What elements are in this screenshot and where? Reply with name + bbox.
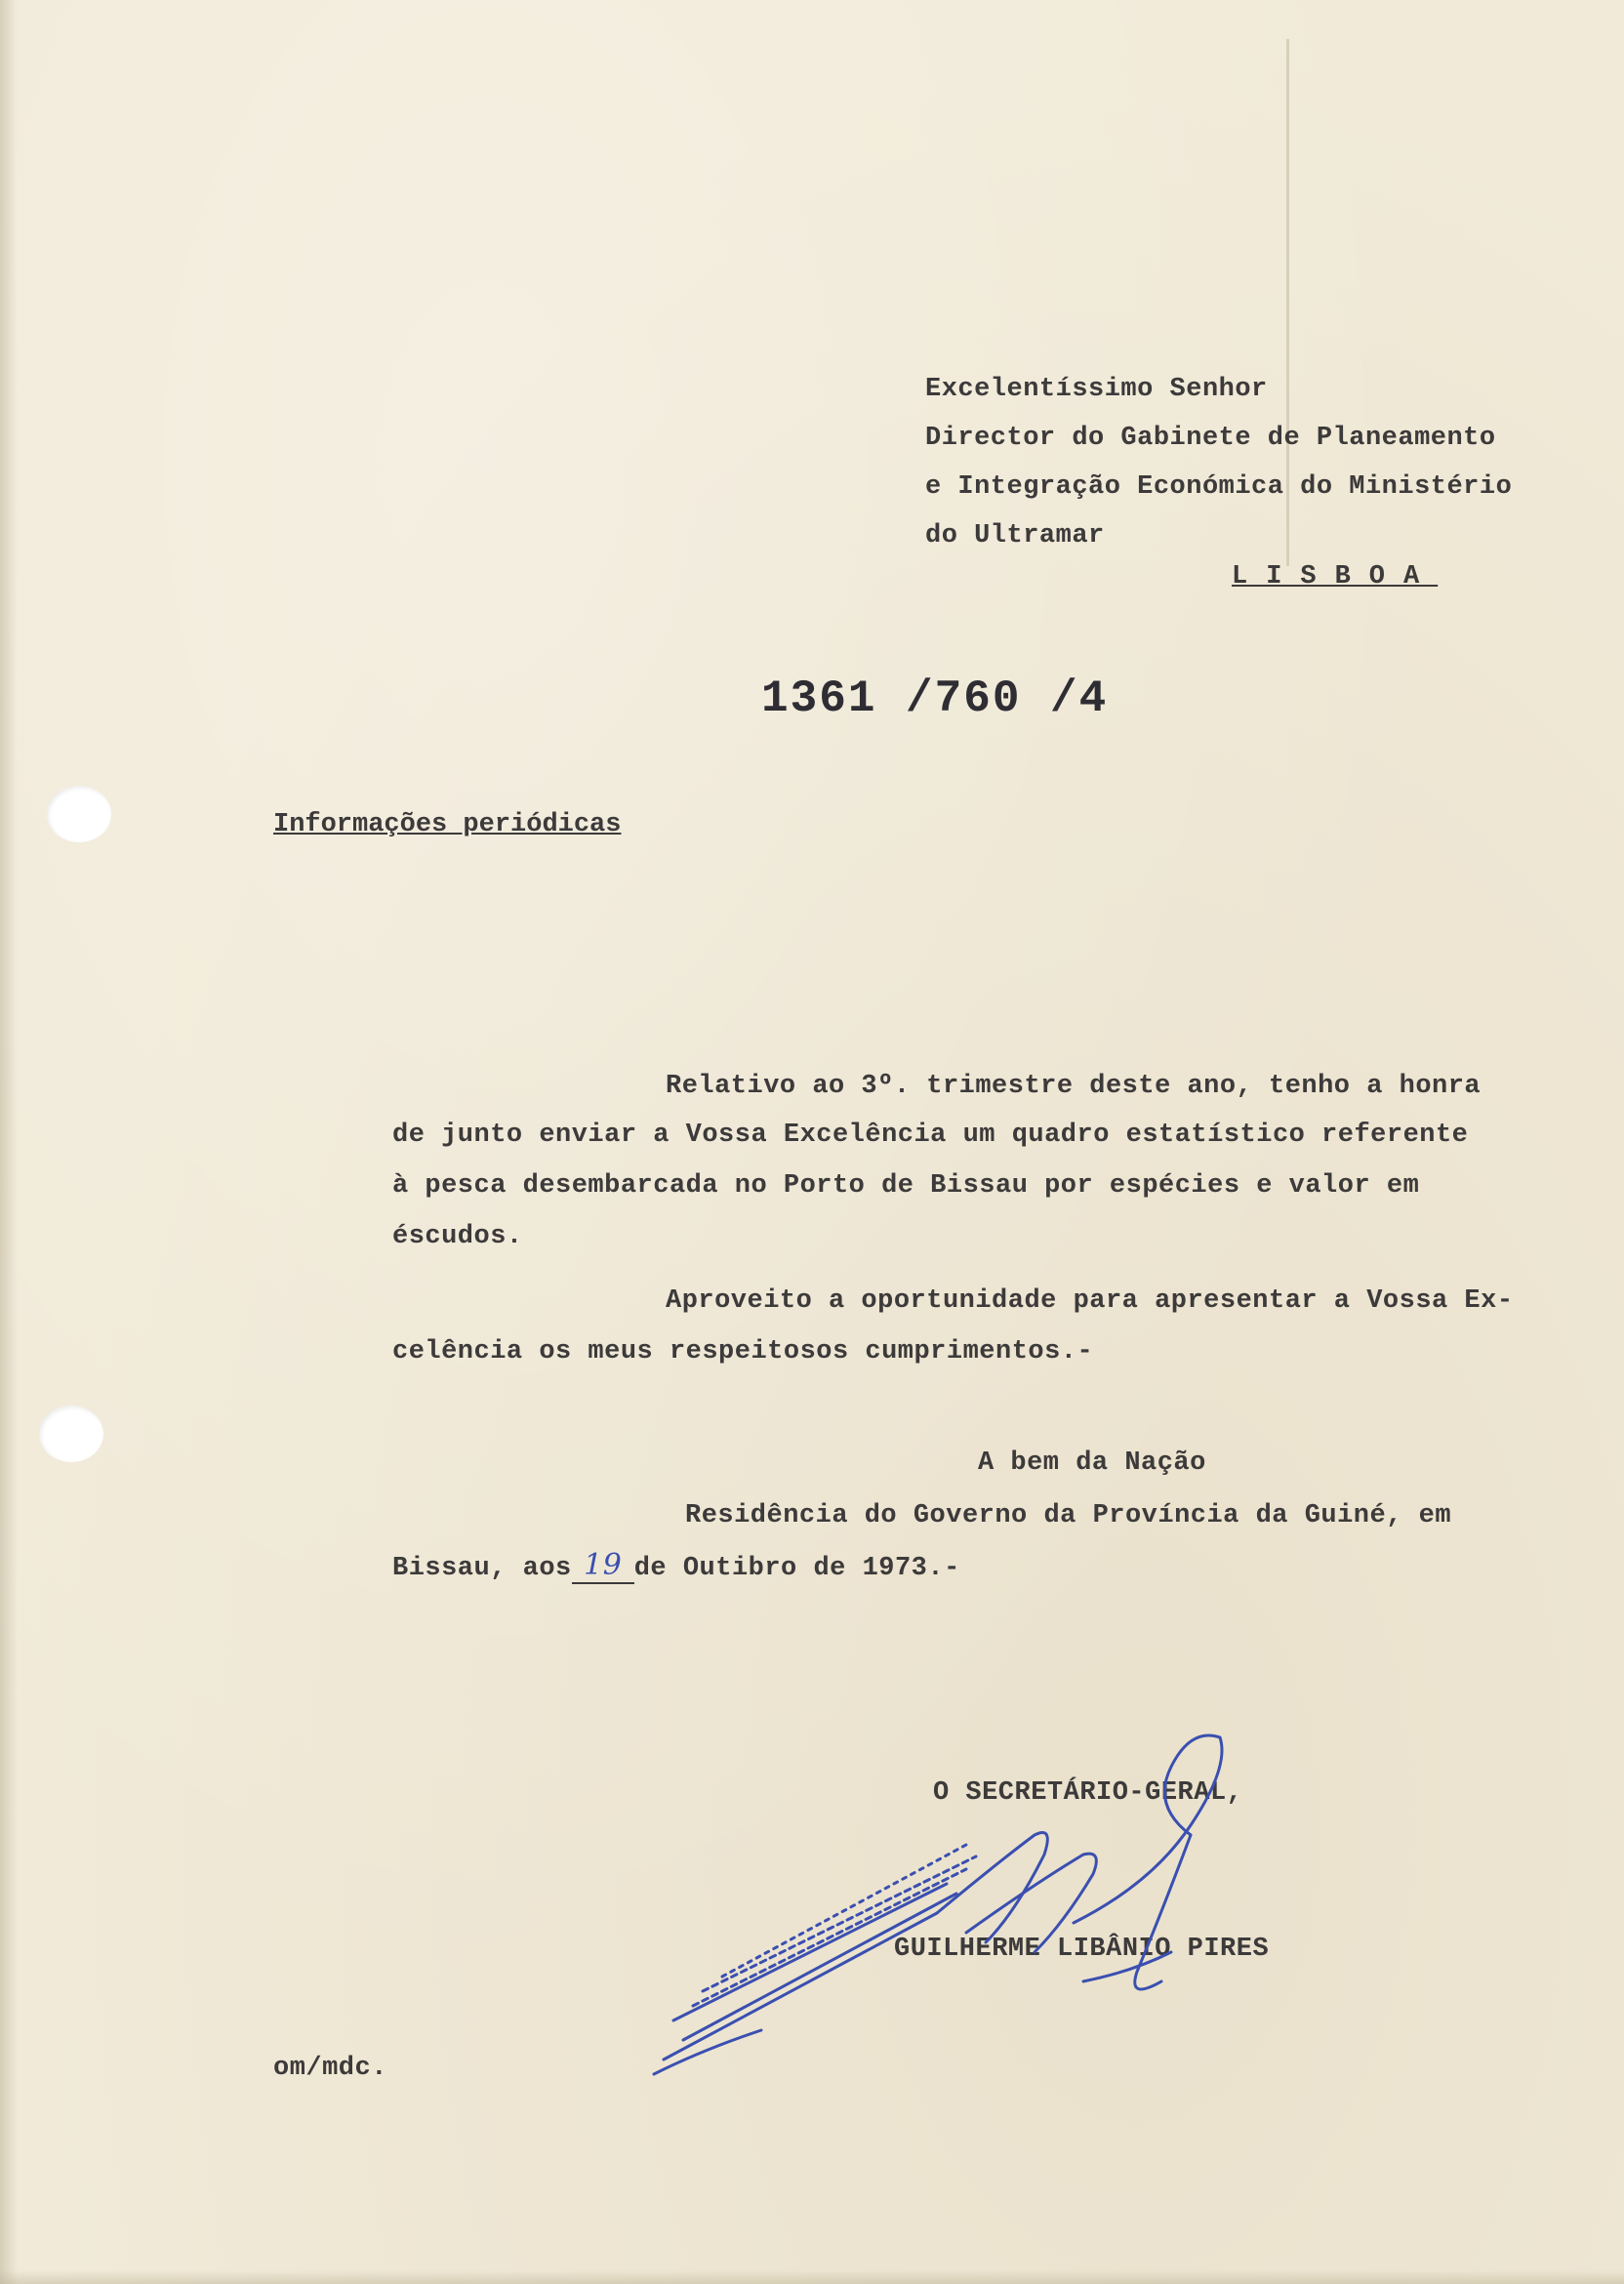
- body-p1-line-2: de junto enviar a Vossa Excelência um quadro estatístico referente: [392, 1121, 1469, 1150]
- closing-place-line: Residência do Governo da Província da Guiné, em: [685, 1501, 1452, 1530]
- body-p1-line-1: Relativo ao 3º. trimestre deste ano, tenho a honra: [666, 1072, 1482, 1101]
- date-prefix: Bissau, aos: [392, 1554, 572, 1583]
- body-p1-line-4: éscudos.: [392, 1222, 523, 1251]
- handwritten-signature: [644, 1689, 1347, 2099]
- body-p2-line-1: Aproveito a oportunidade para apresentar a Vossa Ex-: [666, 1286, 1514, 1316]
- signatory-name: GUILHERME LIBÂNIO PIRES: [894, 1935, 1270, 1964]
- subject-line: Informações periódicas: [273, 810, 622, 839]
- punch-hole-top: [47, 786, 111, 842]
- closing-salutation: A bem da Nação: [978, 1448, 1206, 1478]
- closing-date-line: [392, 1544, 960, 1593]
- punch-hole-bottom: [39, 1406, 103, 1462]
- date-day-handwritten: 19: [572, 1549, 634, 1584]
- recipient-line-1: Excelentíssimo Senhor: [925, 375, 1268, 404]
- recipient-line-2: Director do Gabinete de Planeamento: [925, 424, 1496, 453]
- body-p1-line-3: à pesca desembarcada no Porto de Bissau por espécies e valor em: [392, 1171, 1420, 1201]
- reference-number: 1361 /760 /4: [761, 673, 1109, 724]
- recipient-line-4: do Ultramar: [925, 521, 1105, 551]
- signatory-title: O SECRETÁRIO-GERAL,: [933, 1778, 1243, 1808]
- body-p2-line-2: celência os meus respeitosos cumprimentos.-: [392, 1337, 1094, 1366]
- recipient-line-3: e Integração Económica do Ministério: [925, 472, 1513, 502]
- typist-initials: om/mdc.: [273, 2054, 387, 2083]
- page-bottom-edge: [0, 2270, 1624, 2284]
- page-edge-shadow: [0, 0, 18, 2284]
- recipient-city: LISBOA: [1232, 562, 1439, 591]
- date-suffix: de Outibro de 1973.-: [633, 1554, 960, 1583]
